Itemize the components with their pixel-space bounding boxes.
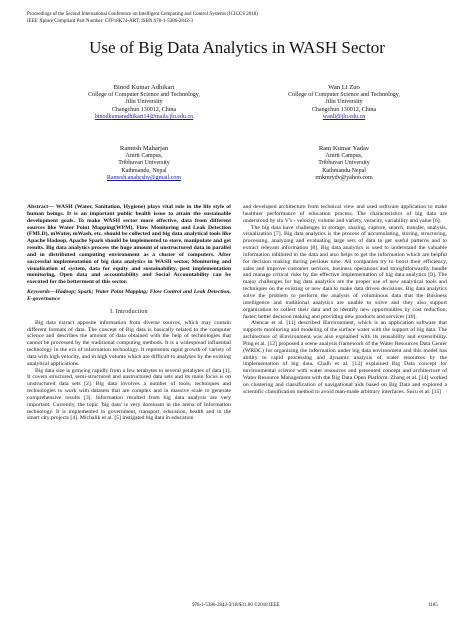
author-block-2 xyxy=(244,84,444,122)
paragraph: Big data extract apposite information from diverse sources, which may contain different formats of data. The concept of Big data is basically related to the computer science and describes the amount of data obtained with the help of technologies that cannot be processed by the traditional computing methods. It is a widespread influential technology in the era of information technology. It represents rapid growth of variety of data with high velocity, and in high volume which are difficult to analyses by the existing analytical applications. xyxy=(27,319,231,367)
section-heading-introduction: I. Introduction xyxy=(110,308,148,315)
xplore-line: IEEE Xplore Compliant Part Number: CFP18K74-ART; ISBN:978-1-5386-2842-3 xyxy=(27,18,194,24)
left-column xyxy=(27,204,231,422)
author-univ: Tribhuvan University xyxy=(118,160,170,167)
author-email: rmkmrydv@yahoo.com xyxy=(315,175,373,182)
author-name: Wan Li Zuo xyxy=(328,84,360,91)
page-number: 1185 xyxy=(428,603,438,608)
author-city: Changchun 130012, China xyxy=(311,106,377,113)
author-city: Changchun 130012, China xyxy=(111,106,177,113)
right-column xyxy=(243,204,447,396)
author-dept: Amrit Campus, xyxy=(325,152,363,159)
author-block-1 xyxy=(44,84,244,122)
author-dept: Amrit Campus, xyxy=(125,152,163,159)
author-name: Ramesh Maharjan xyxy=(119,145,169,152)
author-univ: Tribhuvan University xyxy=(318,160,370,167)
author-block-3 xyxy=(44,145,244,183)
author-email-link[interactable]: wanli@jlu.edu.cn xyxy=(322,114,366,121)
author-univ: Jilin University xyxy=(125,99,163,106)
paragraph: Big data size is growing rapidly from a few terabytes to several petabytes of data [1]. It covers structured, semi-structured and unstructured data sets and its main focus is on unstructured data sets [2]. Big data involves a number of tools, techniques and technologies to work with datasets that are complex and in massive scale to generate comprehensive results [3]. Information resulted from big data analysis are very important. Currently, the topic 'big data' is very dominant in the arena of Information technology. It is implemented in government, transport, education, health and in the smart city projects [4]. Michalik et al. [5] instigated big data in education xyxy=(27,367,231,422)
paper-title: Use of Big Data Analytics in WASH Sector xyxy=(89,38,385,57)
author-univ: Jilin University xyxy=(325,99,363,106)
keywords: Keywords—Hadoop; Spark; Water Point Mapping; Flow Control and Leak Detection, E-governance xyxy=(27,289,231,302)
paragraph: The big data have challenges in storage, sharing, capture, search, transfer, analysis, visualization [7]. Big data analytics is the process of accumulating, storing, structuring, processing, analyzing and evaluating large sets of data to get useful patterns and to extract relevant information [8]. Big data analytics is used to understand the valuable information inhibited in the data and also helps to get the information which are helpful for decision making during perilous time. All companies try to boost their efficiency, sales and improve customer services, business operations and straightforwardly handle and manage critical risks by the effective implementation of big data analytics [9]. The major challenges for big data analytics are the proper use of new analytical tools and techniques on the existing or new data to make data driven decisions. Big data analytics solve the problem to perform the analysis of voluminous data that the Business intelligence and traditional analytics are unable to solve and they also support organization to collect their data and to identify new opportunities by cost reduction, faster, better decision making and providing new products and services [10]. xyxy=(243,224,447,320)
author-dept: College of Computer Science and Technology, xyxy=(88,91,200,98)
author-city: Kathmandu, Nepal xyxy=(121,167,167,174)
author-email-link[interactable]: binodkumaradhikari14@mails.jlu.edu.cn xyxy=(94,114,194,121)
author-name: Ram Kumar Yadav xyxy=(318,145,370,152)
footer-isbn: 978-1-5386-2842-3/18/$31.00 ©2018 IEEE xyxy=(192,603,280,608)
author-dept: College of Computer Science and Technology, xyxy=(288,91,400,98)
author-email-link[interactable]: Ramesh.anahcshy@gmail.com xyxy=(106,175,182,182)
conference-header xyxy=(27,12,447,25)
author-name: Binod Kumar Adhikari xyxy=(113,84,175,91)
abstract: Abstract— WASH (Water, Sanitation, Hygiene) plays vital role in the life style of human beings. It is an important public health issue to attain the sustainable development goals. To make WASH sector more effective, data from different sources like Water Point Mapping(WPM), Flow Monitoring and Leak Detection (FMLD), mWater, mWash, etc. should be collected and big data analytical tools like Apache Hadoop, Apache Spark should be implemented to store, manipulate and get results. Big data analytics process the huge amount of unstructured data in parallel and in distributed computing environment as a cluster of computers. After successful implementation of big data analytics in WASH sector, Monitoring and visualization of system, data for equity and sustainability, pest implementation monitoring, Open data and accountability and Social Accountability can be executed for the betterment of this sector. xyxy=(27,204,231,286)
proceedings-line: Proceedings of the Second International Conference on Intelligent Computing and Control Systems (ICICCS 2018) xyxy=(27,12,258,17)
author-city: Kathmandu Nepal xyxy=(322,167,366,174)
paragraph: and developed architecture from technical view and used software application to make healthier performance of education process. The characteristics of big data are understood by six V's - velocity, volume and variety, veracity, variability and value [6]. xyxy=(243,204,447,224)
paragraph: Alencar et al. [11] described iEnvironment, which is an application software that supports monitoring and modeling of the surface water with the support of big data. The architecture of iEnvironment was also explained with its reusability and extensibility. Ping et al. [12] proposed a scene analysis framework of the Water Resources Data Center (WRDC) for organizing the information under big data environment and this model has ability to rapid processing and dynamic analysis of water resources by the implementation of big data. Chalh et al. [13] explained Big Data concept for environmental science with water resources and presented concept and architecture of Water Resource Management with the Big Data Open Platform. Zhang et al. [14] worked on clustering and classification of navigational aids based on Big Data and explored a scientific classification method to avoid man-made arbitrary interfaces. Sucu et al. [15] xyxy=(243,320,447,395)
author-block-4 xyxy=(244,145,444,183)
